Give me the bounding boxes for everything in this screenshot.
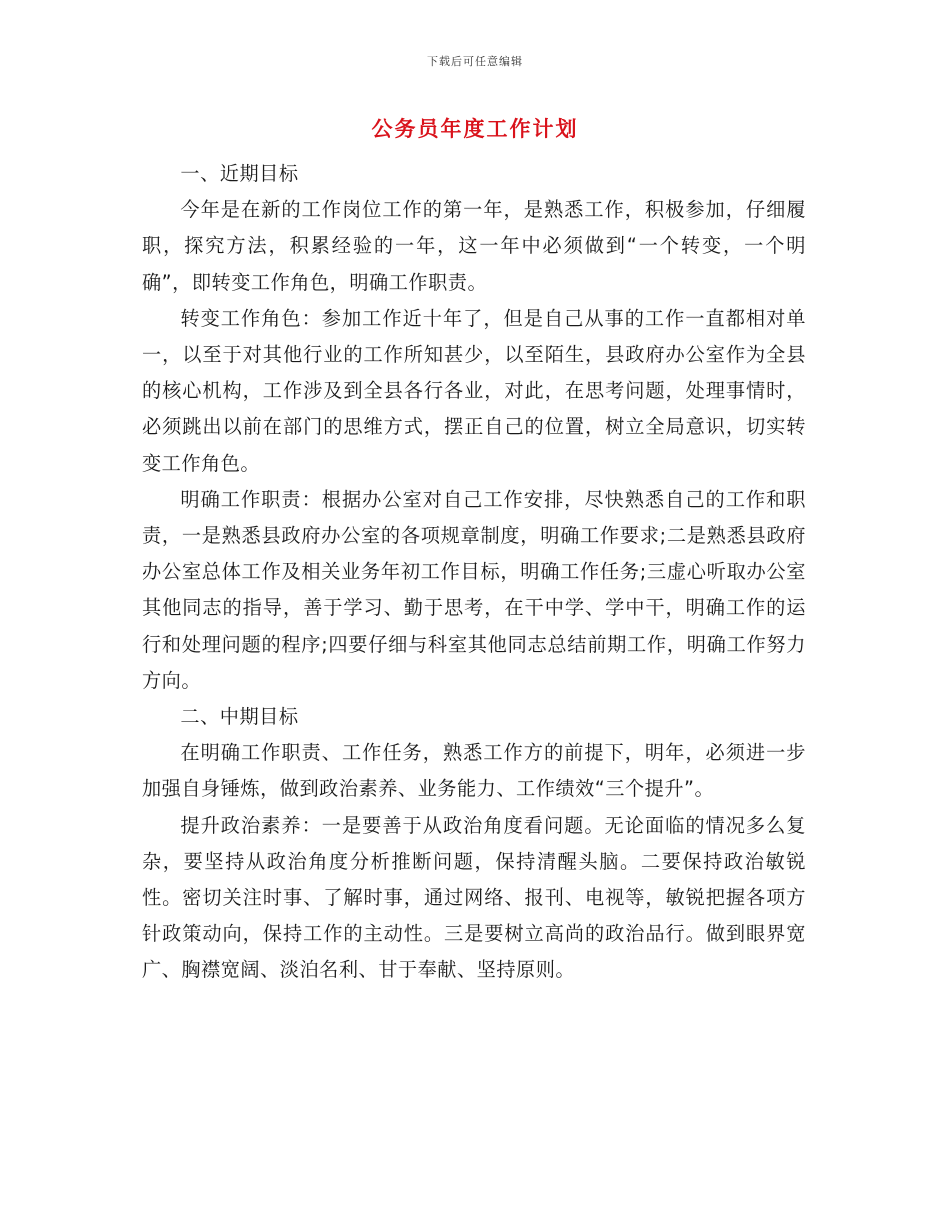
page-header: 下载后可任意编辑 bbox=[427, 55, 523, 68]
document-body bbox=[142, 156, 806, 989]
paragraph-mid-term-intro: 在明确工作职责、工作任务，熟悉工作方的前提下，明年，必须进一步加强自身锤炼，做到政治素养、业务能力、工作绩效“三个提升”。 bbox=[142, 741, 806, 801]
paragraph-political-quality: 提升政治素养：一是要善于从政治角度看问题。无论面临的情况多么复杂，要坚持从政治角度分析推断问题，保持清醒头脑。二要保持政治敏锐性。密切关注时事、了解时事，通过网络、报刊、电视等，敏锐把握各项方针政策动向，保持工作的主动性。三是要树立高尚的政治品行。做到眼界宽广、胸襟宽阔、淡泊名利、甘于奉献、坚持原则。 bbox=[142, 813, 806, 982]
section-heading-near-term: 一、近期目标 bbox=[180, 162, 299, 185]
paragraph-intro: 今年是在新的工作岗位工作的第一年，是熟悉工作，积极参加，仔细履职，探究方法，积累经验的一年，这一年中必须做到“一个转变，一个明确”，即转变工作角色，明确工作职责。 bbox=[142, 198, 806, 294]
paragraph-role-change: 转变工作角色：参加工作近十年了，但是自己从事的工作一直都相对单一，以至于对其他行业的工作所知甚少，以至陌生，县政府办公室作为全县的核心机构，工作涉及到全县各行各业，对此，在思考问题，处理事情时，必须跳出以前在部门的思维方式，摆正自己的位置，树立全局意识，切实转变工作角色。 bbox=[142, 306, 806, 475]
document-title: 公务员年度工作计划 bbox=[371, 117, 579, 141]
section-heading-mid-term: 二、中期目标 bbox=[180, 705, 299, 729]
paragraph-duties: 明确工作职责：根据办公室对自己工作安排，尽快熟悉自己的工作和职责，一是熟悉县政府办公室的各项规章制度，明确工作要求;二是熟悉县政府办公室总体工作及相关业务年初工作目标，明确工作任务;三虚心听取办公室其他同志的指导，善于学习、勤于思考，在干中学、学中干，明确工作的运行和处理问题的程序;四要仔细与科室其他同志总结前期工作，明确工作努力方向。 bbox=[142, 487, 806, 692]
